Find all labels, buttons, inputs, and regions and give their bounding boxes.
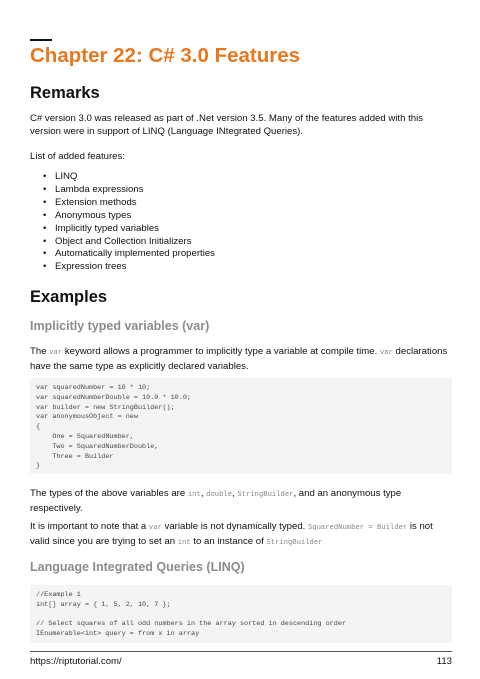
code-line: int[] array = { 1, 5, 2, 10, 7 }; <box>36 600 171 609</box>
bullet-icon: • <box>43 248 47 260</box>
inline-code: StringBuilder <box>237 491 294 499</box>
text-run: , <box>200 488 207 499</box>
title-rule <box>30 39 52 41</box>
linq-heading: Language Integrated Queries (LINQ) <box>30 560 245 574</box>
remarks-heading: Remarks <box>30 84 100 102</box>
feature-list-item <box>43 184 215 197</box>
feature-list-item <box>43 223 215 236</box>
code-line <box>36 611 446 621</box>
inline-code: int <box>187 491 201 499</box>
inline-code: StringBuilder <box>266 539 323 547</box>
features-list <box>43 171 215 274</box>
text-run: is not valid since you are trying to set an <box>30 521 433 547</box>
feature-list-item <box>43 248 215 261</box>
text-run: The types of the above variables are <box>30 488 188 499</box>
bullet-icon: • <box>43 235 47 247</box>
inline-code: var <box>148 524 162 532</box>
features-intro: List of added features: <box>30 151 125 162</box>
examples-heading: Examples <box>30 288 108 306</box>
dynamic-note-paragraph <box>30 520 455 550</box>
code-block-linq <box>30 585 452 643</box>
text-run: The <box>30 346 50 357</box>
text-run: , and an anonymous type respectively. <box>30 488 402 514</box>
code-line: Three = Builder <box>36 452 114 461</box>
feature-label: Lambda expressions <box>55 183 144 195</box>
code-line: { <box>36 423 41 432</box>
feature-list-item <box>43 236 215 249</box>
feature-label: Anonymous types <box>55 209 132 221</box>
text-run: , <box>232 488 238 499</box>
feature-label: Extension methods <box>55 196 137 208</box>
text-run: keyword allows a programmer to implicitly type a variable at compile time. <box>62 346 380 357</box>
feature-label: Implicitly typed variables <box>55 222 159 234</box>
bullet-icon: • <box>43 261 47 273</box>
feature-list-item <box>43 171 215 184</box>
code-line: // Select squares of all odd numbers in the array sorted in descending order <box>36 620 346 629</box>
code-line: var squaredNumberDouble = 10.0 * 10.0; <box>36 393 191 402</box>
code-line: One = SquaredNumber, <box>36 432 134 441</box>
inline-code: SquaredNumber = Builder <box>307 524 408 532</box>
feature-list-item <box>43 197 215 210</box>
feature-label: Object and Collection Initializers <box>55 235 192 247</box>
inline-code: var <box>379 349 393 357</box>
inline-code: double <box>206 491 233 499</box>
code-block-implicit <box>30 378 452 474</box>
code-line: //Example 1 <box>36 591 81 599</box>
feature-list-item <box>43 261 215 274</box>
implicit-paragraph <box>30 345 455 373</box>
feature-label: LINQ <box>55 171 78 182</box>
bullet-icon: • <box>43 183 47 195</box>
inline-code: var <box>49 349 63 357</box>
inline-code: int <box>177 539 191 547</box>
feature-label: Automatically implemented properties <box>55 248 215 260</box>
types-paragraph <box>30 487 455 515</box>
bullet-icon: • <box>43 196 47 208</box>
code-line: var squaredNumber = 10 * 10; <box>36 384 151 392</box>
text-run: variable is not dynamically typed. <box>161 521 308 532</box>
bullet-icon: • <box>43 209 47 221</box>
feature-list-item <box>43 210 215 223</box>
text-run: It is important to note that a <box>30 521 149 532</box>
text-run: to an instance of <box>190 536 267 547</box>
code-line: var anonymousObject = new <box>36 413 138 422</box>
implicit-heading: Implicitly typed variables (var) <box>30 319 210 333</box>
remarks-paragraph: C# version 3.0 was released as part of .Net version 3.5. Many of the features added with this version were in support of LINQ (Language INtegrated Queries). <box>30 113 424 137</box>
footer-rule <box>30 651 452 652</box>
code-line: var builder = new StringBuilder(); <box>36 403 175 412</box>
bullet-icon: • <box>43 171 47 182</box>
page-number: 113 <box>436 656 452 667</box>
code-line: Two = SquaredNumberDouble, <box>36 442 159 451</box>
text-run: declarations have the same type as explicitly declared variables. <box>30 346 448 372</box>
footer-url[interactable]: https://riptutorial.com/ <box>30 656 122 667</box>
code-line: IEnumerable<int> query = from x in array <box>36 630 200 639</box>
chapter-title: Chapter 22: C# 3.0 Features <box>30 44 301 67</box>
bullet-icon: • <box>43 222 47 234</box>
code-line: } <box>36 462 41 471</box>
feature-label: Expression trees <box>55 261 127 273</box>
